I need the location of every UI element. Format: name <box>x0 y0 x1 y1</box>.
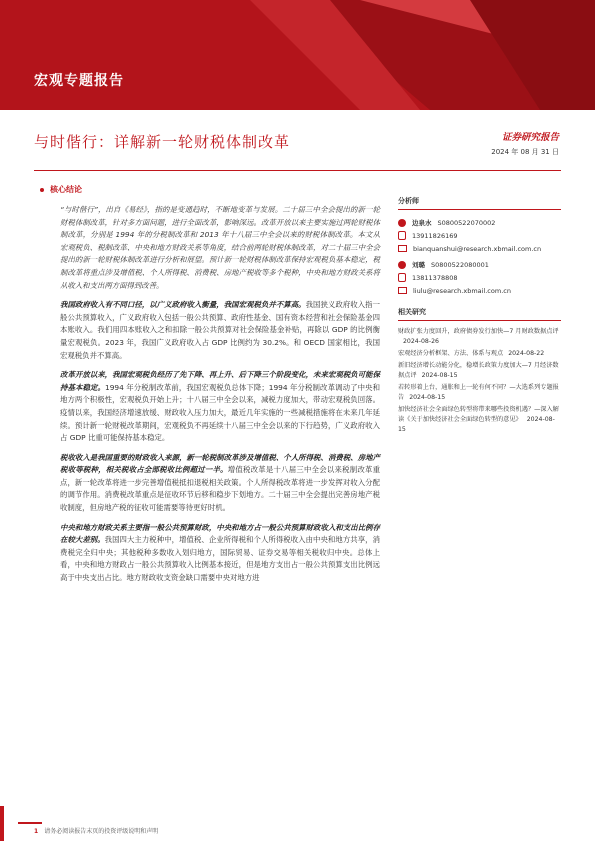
paragraph-lead: 中央和地方财政关系主要指一般公共预算财政，中央和地方占一般公共预算财政收入和支出比例存在较大差别。 <box>60 522 380 545</box>
report-type: 宏观专题报告 <box>34 73 124 89</box>
analyst-card <box>398 216 561 255</box>
phone-icon <box>398 231 406 240</box>
paragraph-text: 1994 年分税制改革前，我国宏观税负总体下降；1994 年分税制改革调动了中央和地方两个积极性，宏观税负开始上升；十八届三中全会以来，减税力度加大，带动宏观税负回落。疫情以来，我国经济增速放缓、财政收入压力加大，最近几年实施的一些减税措施将在未来几年延续。预计新一轮财税改革期间，宏观税负不再延续十八届三中全会以来的下行趋势，广义政府收入占 GDP 比重可能保持基本稳定。 <box>60 382 380 443</box>
footer <box>34 826 158 835</box>
person-icon <box>398 219 406 227</box>
analyst-license: S0800522070002 <box>437 218 496 227</box>
analyst-email[interactable]: bianquanshui@research.xbmail.com.cn <box>413 244 542 253</box>
footer-disclaimer: 请务必阅读报告末页的投资评级说明和声明 <box>44 828 159 835</box>
brand-label: 证券研究报告 <box>501 132 559 143</box>
related-date: 2024-08-22 <box>508 350 545 357</box>
mail-icon <box>398 287 407 294</box>
related-title[interactable]: 财政扩张力度回升，政府债券发行加快—7 月财政数据点评 <box>398 328 559 335</box>
mail-icon <box>398 245 407 252</box>
related-item[interactable] <box>398 383 561 403</box>
footer-accent <box>18 822 42 824</box>
related-title[interactable]: 加快经济社会全面绿色转型将带来哪些投资机遇？—深入解读《关于加快经济社会全面绿色转型的意见》 <box>398 406 559 423</box>
analyst-phone-row <box>398 229 561 242</box>
page-number: 1 <box>34 828 39 835</box>
analyst-email-row[interactable] <box>398 242 561 255</box>
related-date: 2024-08-26 <box>403 338 439 345</box>
bullet-icon <box>40 188 44 192</box>
analyst-email-row[interactable] <box>398 284 561 297</box>
analyst-name: 边泉水 <box>412 219 432 227</box>
paragraph <box>60 299 380 362</box>
analyst-name-row <box>398 216 561 229</box>
related-title[interactable]: 若转形着上台，通胀和上一轮有何不同？—大选系列专题报告 <box>398 384 559 401</box>
paragraph-lead: 我国政府收入有不同口径，以广义政府收入衡量，我国宏观税负并不算高。 <box>60 300 306 310</box>
section-heading-text: 核心结论 <box>50 185 82 194</box>
paragraph <box>60 369 380 445</box>
sidebar <box>398 196 561 437</box>
analyst-license: S0800522080001 <box>431 260 489 269</box>
paragraph <box>60 452 380 515</box>
analyst-name: 刘璐 <box>412 261 425 269</box>
analyst-card <box>398 258 561 297</box>
analysts-label: 分析师 <box>398 196 561 210</box>
related-item[interactable] <box>398 349 561 359</box>
paragraph-text: “与时偕行”，出自《易经》，指的是变通趋时，不断地变革与发展。二十届三中全会提出的新一轮财税体制改革，针对多方面问题，进行全面改革，影响深远。改革开放以来主要实施过两轮财税体制改革，分别是 1994 年的分税制改革和 2013 年十八届三中全会以来的财税体制改革。本文从宏观税负、税制改革、中央和地方财政关系等角度，结合前两轮财税体制改革，对二十届三中全会提出的新一轮财税体制改革进行分析和展望。预计新一轮财税体制改革保持宏观税负基本稳定，税制改革将重点涉及增值税、个人所得税、消费税、房地产税收等多个税种，中央和地方财政关系将从收入和支出两方面得到改善。 <box>60 205 380 290</box>
paragraph <box>60 522 380 585</box>
related-date: 2024-08-15 <box>398 416 555 433</box>
page-title: 与时偕行：详解新一轮财税体制改革 <box>34 133 291 151</box>
paragraph-intro <box>60 204 380 292</box>
analyst-email[interactable]: liulu@research.xbmail.com.cn <box>413 286 511 295</box>
paragraph-text: 增值税改革是十八届三中全会以来税制改革重点，新一轮改革将进一步完善增值税抵扣退税相关政策。个人所得税改革将进一步发挥对收入分配的调节作用。消费税改革重点是征收环节后移和稳步下划地方。二十届三中全会提出完善房地产税收制度，但房地产税的征收可能需要等待更好时机。 <box>60 465 380 513</box>
paragraph-lead: 改革开放以来，我国宏观税负经历了先下降、再上升、后下降三个阶段变化，未来宏观税负可能保持基本稳定。 <box>60 370 380 392</box>
paragraph-text: 我国狭义政府收入指一般公共预算收入，广义政府收入包括一般公共预算、政府性基金、国有资本经营和社会保险基金四本账收入。我们用四本账收入之和扣除一般公共预算对社会保险基金补贴，再除以 GDP 的比例衡量宏观税负。2023 年，我国广义政府收入占 GDP 比例约为 30.2%。和 OECD 国家相比，我国宏观税负并不算高。 <box>60 300 380 360</box>
page-corner-bar <box>0 806 4 841</box>
related-item[interactable] <box>398 405 561 435</box>
phone-icon <box>398 273 406 282</box>
related-label: 相关研究 <box>398 307 561 321</box>
header-banner <box>0 0 595 110</box>
analyst-phone-row <box>398 271 561 284</box>
report-date: 2024 年 08 月 31 日 <box>491 148 559 156</box>
paragraph-text: 我国四大主力税种中，增值税、企业所得税和个人所得税收入由中央和地方共享，消费税完全归中央；其他税种多数收入划归地方，国际贸易、证券交易等相关税收归中央。总体上看，中央和地方财政占一般公共预算收入比例基本接近，但是地方支出占一般公共预算支出比例远高于中央支出占比。地方财政收支资金缺口需要中央对地方进 <box>60 535 380 583</box>
related-date: 2024-08-15 <box>409 394 446 401</box>
main-content <box>60 204 380 592</box>
person-icon <box>398 261 406 269</box>
related-date: 2024-08-15 <box>421 372 458 379</box>
analyst-phone: 13811378808 <box>412 273 458 282</box>
paragraph-lead: 税收收入是我国重要的财政收入来源，新一轮税制改革涉及增值税、个人所得税、消费税、房地产税收等税种，相关税收占全部税收比例超过一半。 <box>60 452 380 475</box>
related-item[interactable] <box>398 327 561 347</box>
section-heading <box>40 184 82 195</box>
analyst-name-row <box>398 258 561 271</box>
analyst-phone: 13911826169 <box>412 231 458 240</box>
banner-decoration <box>0 0 595 110</box>
related-item[interactable] <box>398 361 561 381</box>
related-title[interactable]: 新旧经济增长动能分化，稳增长政策力度加大—7 月经济数据点评 <box>398 362 559 379</box>
related-title[interactable]: 宏观经济分析框架、方法、体系与观点 <box>398 350 504 357</box>
title-divider <box>34 170 561 171</box>
